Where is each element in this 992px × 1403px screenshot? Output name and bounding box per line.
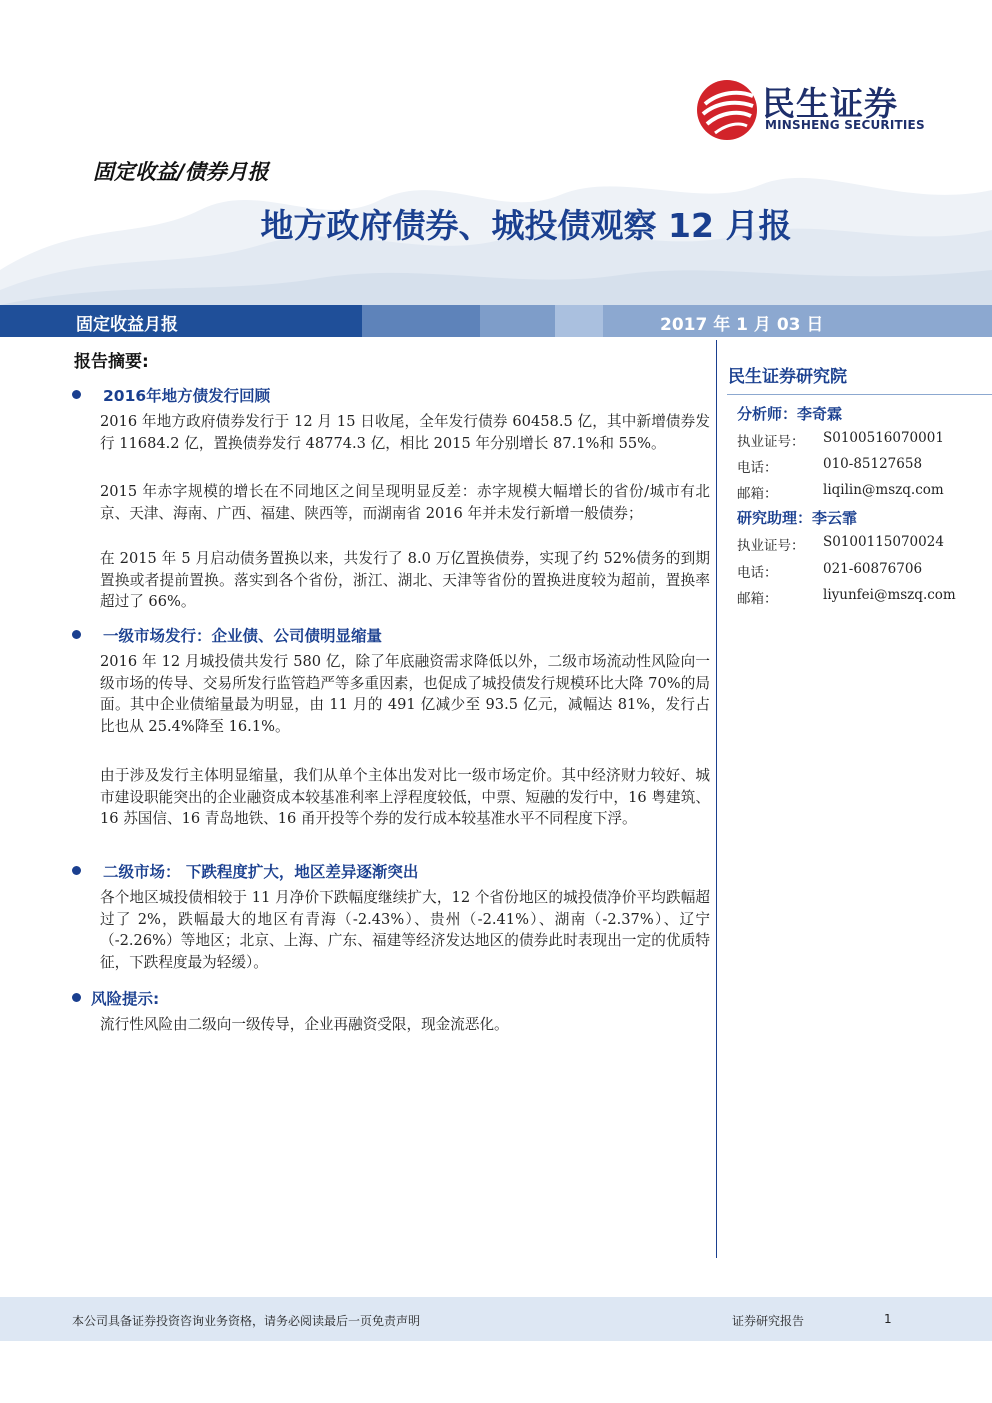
- assistant-role: 研究助理：李云霏: [737, 509, 858, 527]
- analyst-phone: 010-85127658: [823, 456, 923, 472]
- minsheng-logo-icon: [695, 78, 759, 142]
- band-segment: [480, 305, 555, 337]
- page-number: 1: [884, 1312, 892, 1326]
- section-heading: 2016年地方债发行回顾: [72, 384, 270, 406]
- summary-title: 报告摘要:: [74, 352, 149, 372]
- analyst-license: S0100516070001: [823, 430, 944, 446]
- sidebar-divider: [727, 394, 992, 395]
- assistant-license: S0100115070024: [823, 534, 944, 550]
- paragraph: 流行性风险由二级向一级传导，企业再融资受限，现金流恶化。: [100, 1016, 509, 1033]
- report-date: 2017 年 1 月 03 日: [660, 315, 824, 335]
- band-segment: [0, 305, 362, 337]
- paragraph: 由于涉及发行主体明显缩量，我们从单个主体出发对比一级市场定价。其中经济财力较好、城市建设职能突出的企业融资成本较基准利率上浮程度较低，中票、短融的发行中，16 粤建筑、16 苏国信、16 青岛地铁、16 甬开投等个券的发行成本较基准水平不同程度下浮。: [100, 767, 710, 828]
- report-category: 固定收益/债券月报: [93, 160, 269, 184]
- phone-label: 电话：: [737, 565, 778, 581]
- analyst-email[interactable]: liqilin@mszq.com: [823, 482, 944, 498]
- footer-report-type: 证券研究报告: [732, 1314, 805, 1328]
- section-heading: 二级市场： 下跌程度扩大，地区差异逐渐突出: [72, 860, 418, 882]
- brand-name-cn: 民生证券: [762, 84, 898, 123]
- paragraph: 2015 年赤字规模的增长在不同地区之间呈现明显反差：赤字规模大幅增长的省份/城市有北京、天津、海南、广西、福建、陕西等，而湖南省 2016 年并未发行新增一般债券；: [100, 483, 710, 522]
- section-heading: 一级市场发行：企业债、公司债明显缩量: [72, 624, 382, 646]
- assistant-phone: 021-60876706: [823, 561, 923, 577]
- band-segment: [362, 305, 480, 337]
- bullet-icon: [72, 993, 81, 1002]
- footer-disclaimer: 本公司具备证券投资咨询业务资格，请务必阅读最后一页免责声明: [72, 1314, 421, 1328]
- paragraph: 2016 年地方政府债券发行于 12 月 15 日收尾，全年发行债券 60458.5 亿，其中新增债券发行 11684.2 亿，置换债券发行 48774.3 亿，相比 2015 年分别增长 87.1%和 55%。: [100, 413, 710, 452]
- email-label: 邮箱：: [737, 486, 778, 502]
- page-title: 地方政府债券、城投债观察 12 月报: [260, 206, 792, 245]
- institute-name: 民生证券研究院: [728, 367, 847, 387]
- analyst-role: 分析师：李奇霖: [737, 405, 843, 423]
- paragraph: 各个地区城投债相较于 11 月净价下跌幅度继续扩大，12 个省份地区的城投债净价平均跌幅超过了 2%，跌幅最大的地区有青海（-2.43%）、贵州（-2.41%）、湖南（-2.37%）、辽宁（-2.26%）等地区；北京、上海、广东、福建等经济发达地区的债券此时表现出一定的优质特征，下跌程度最为轻缓）。: [100, 889, 710, 971]
- brand-name-en: MINSHENG SECURITIES: [765, 118, 925, 132]
- license-label: 执业证号：: [737, 538, 805, 554]
- paragraph: 在 2015 年 5 月启动债务置换以来，共发行了 8.0 万亿置换债券，实现了约 52%债务的到期置换或者提前置换。落实到各个省份，浙江、湖北、天津等省份的置换进度较为超前，置换率超过了 66%。: [100, 550, 710, 611]
- column-divider: [716, 340, 717, 1258]
- band-label: 固定收益月报: [76, 315, 178, 335]
- phone-label: 电话：: [737, 460, 778, 476]
- assistant-email[interactable]: liyunfei@mszq.com: [823, 587, 956, 603]
- paragraph: 2016 年 12 月城投债共发行 580 亿，除了年底融资需求降低以外，二级市场流动性风险向一级市场的传导、交易所发行监管趋严等多重因素，也促成了城投债发行规模环比大降 70%的局面。其中企业债缩量最为明显，由 11 月的 491 亿减少至 93.5 亿元，减幅达 81%，发行占比也从 25.4%降至 16.1%。: [100, 653, 710, 735]
- bullet-icon: [72, 390, 81, 399]
- bullet-icon: [72, 866, 81, 875]
- section-heading: 风险提示:: [72, 987, 159, 1009]
- email-label: 邮箱：: [737, 591, 778, 607]
- bullet-icon: [72, 630, 81, 639]
- license-label: 执业证号：: [737, 434, 805, 450]
- band-segment: [555, 305, 603, 337]
